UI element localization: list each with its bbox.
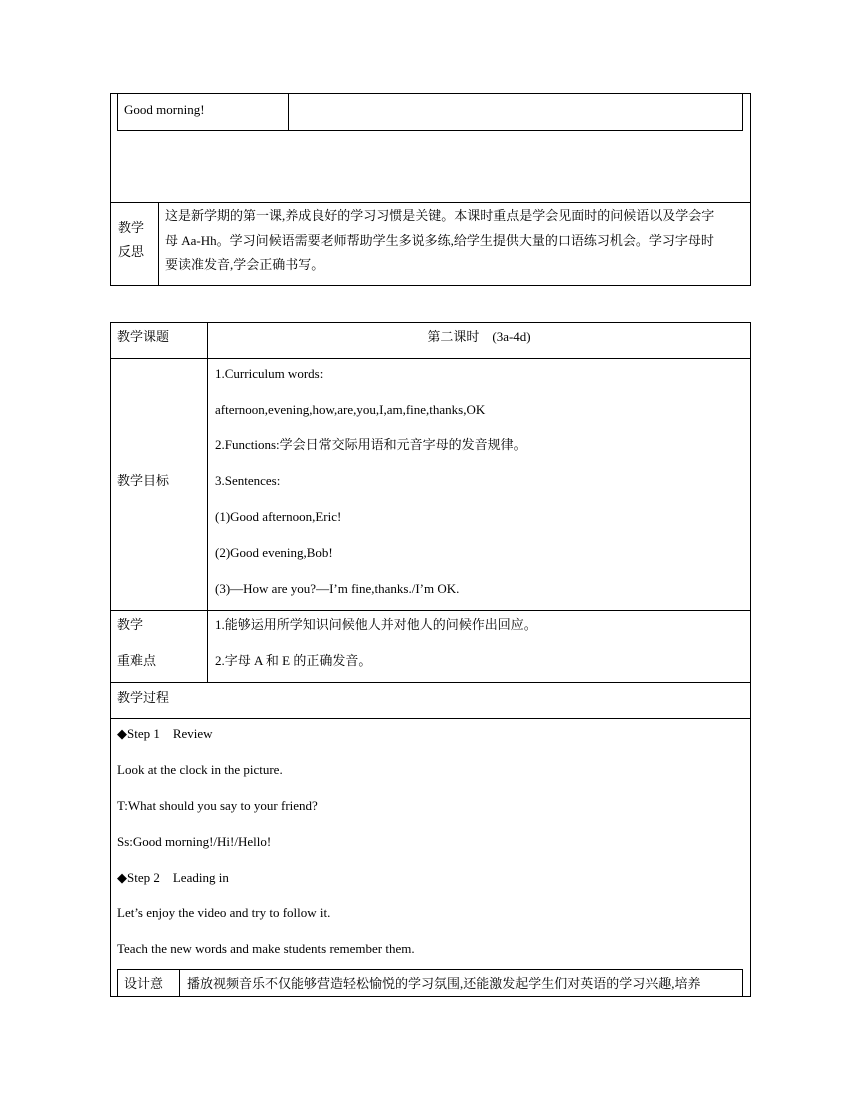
goal-line: 1.Curriculum words: xyxy=(215,366,324,381)
label-col-divider xyxy=(207,322,208,682)
key-point-line: 2.字母 A 和 E 的正确发音。 xyxy=(215,653,372,668)
goal-line: afternoon,evening,how,are,you,I,am,fine,thanks,OK xyxy=(215,402,486,417)
key-label-line-1: 教学 xyxy=(117,617,144,632)
top-table-col-divider xyxy=(158,202,159,286)
goal-line: (3)—How are you?—I’m fine,thanks./I’m OK. xyxy=(215,581,460,596)
inner-table xyxy=(117,93,743,131)
top-table-row-divider xyxy=(110,202,751,203)
row-divider-keypoints xyxy=(110,682,751,683)
reflection-label-line-2: 反思 xyxy=(118,244,145,259)
process-line: ◆Step 1 Review xyxy=(117,726,213,741)
process-line: Let’s enjoy the video and try to follow it. xyxy=(117,905,331,920)
topic-value: 第二课时 (3a-4d) xyxy=(427,329,531,344)
reflection-text-line: 要读准发音,学会正确书写。 xyxy=(165,257,325,272)
goals-label: 教学目标 xyxy=(117,473,170,488)
goal-line: (2)Good evening,Bob! xyxy=(215,545,333,560)
goal-line: 3.Sentences: xyxy=(215,473,281,488)
inner-table-col-divider xyxy=(288,93,289,131)
inner-table-cell-text: Good morning! xyxy=(124,102,205,117)
topic-label: 教学课题 xyxy=(117,329,170,344)
reflection-label-line-1: 教学 xyxy=(118,220,145,235)
key-point-line: 1.能够运用所学知识问候他人并对他人的问候作出回应。 xyxy=(215,617,537,632)
design-intent-label: 设计意 xyxy=(124,976,164,991)
row-divider-process xyxy=(110,718,751,719)
design-intent-text: 播放视频音乐不仅能够营造轻松愉悦的学习氛围,还能激发起学生们对英语的学习兴趣,培养 xyxy=(187,976,701,991)
goal-line: (1)Good afternoon,Eric! xyxy=(215,509,342,524)
process-line: Teach the new words and make students remember them. xyxy=(117,941,415,956)
design-intent-bottom xyxy=(110,996,751,997)
reflection-text-line: 母 Aa-Hh。学习问候语需要老师帮助学生多说多练,给学生提供大量的口语练习机会。学习字母时 xyxy=(165,233,714,248)
process-line: Look at the clock in the picture. xyxy=(117,762,283,777)
design-intent-col-divider xyxy=(179,969,180,996)
goal-line: 2.Functions:学会日常交际用语和元音字母的发音规律。 xyxy=(215,437,527,452)
process-line: T:What should you say to your friend? xyxy=(117,798,318,813)
process-label: 教学过程 xyxy=(117,690,170,705)
process-line: Ss:Good morning!/Hi!/Hello! xyxy=(117,834,272,849)
reflection-text-line: 这是新学期的第一课,养成良好的学习习惯是关键。本课时重点是学会见面时的问候语以及学会字 xyxy=(165,208,715,223)
key-label-line-2: 重难点 xyxy=(117,653,157,668)
process-line: ◆Step 2 Leading in xyxy=(117,870,229,885)
